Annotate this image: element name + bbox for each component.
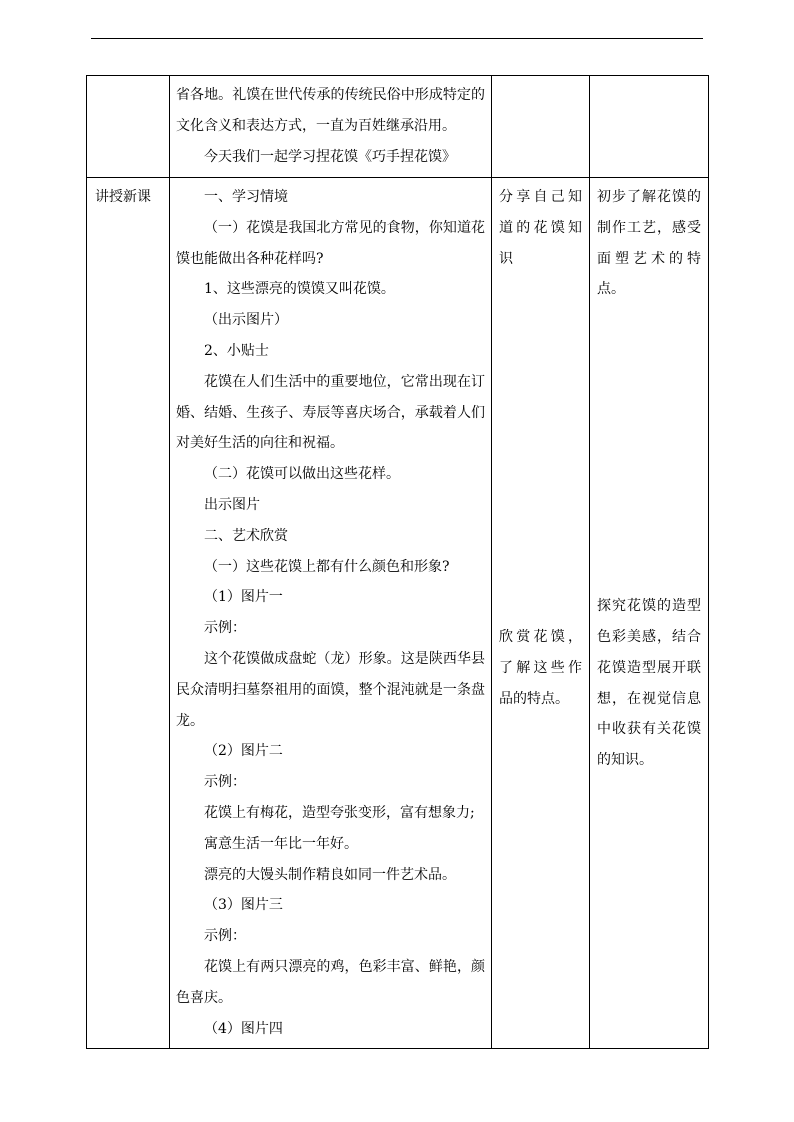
- lesson-paragraph: 这个花馍做成盘蛇（龙）形象。这是陕西华县民众清明扫墓祭祖用的面馍，整个混沌就是一条盘龙。: [176, 650, 485, 729]
- design-intent-spacer: [590, 309, 708, 587]
- section-label-cell: [87, 178, 170, 1049]
- student-activity-spacer: [492, 278, 589, 618]
- lesson-paragraph: 出示图片: [204, 496, 260, 513]
- lesson-paragraph: （一）花馍是我国北方常见的食物，你知道花馍也能做出各种花样吗?: [176, 219, 485, 267]
- lesson-paragraph: （出示图片）: [204, 312, 288, 329]
- lesson-paragraph: 示例：: [204, 620, 246, 637]
- lesson-paragraph: （一）这些花馍上都有什么颜色和形象?: [204, 558, 450, 575]
- lesson-paragraph: （1）图片一: [204, 589, 283, 606]
- lesson-paragraph: 一、学习情境: [204, 189, 288, 205]
- lesson-paragraph: （3）图片三: [204, 897, 283, 914]
- lesson-paragraph: 二、艺术欣赏: [204, 527, 288, 544]
- lesson-content: [170, 178, 491, 1048]
- student-activity-cell: [492, 178, 590, 1049]
- intro-label-cell: [87, 76, 170, 178]
- lesson-paragraph: （4）图片四: [204, 1020, 283, 1037]
- lesson-content-cell: [170, 178, 492, 1049]
- intro-paragraph-1: 省各地。礼馍在世代传承的传统民俗中形成特定的文化含义和表达方式，一直为百姓继承沿用。: [176, 87, 485, 134]
- lesson-plan-table: [86, 75, 709, 1049]
- intro-paragraph-2: 今天我们一起学习捏花馍《巧手捏花馍》: [204, 149, 456, 165]
- intro-intent-cell: [590, 76, 709, 178]
- design-intent-cell: [590, 178, 709, 1049]
- lesson-paragraph: 示例：: [204, 774, 246, 791]
- student-activity-2: 欣赏花馍，了解这些作品的特点。: [499, 629, 582, 707]
- lesson-paragraph: 示例：: [204, 928, 246, 945]
- lesson-paragraph: 2、小贴士: [204, 342, 269, 359]
- table-row-intro: [87, 76, 709, 178]
- lesson-paragraph: 1、这些漂亮的馍馍又叫花馍。: [204, 281, 395, 298]
- design-intent-2: 探究花馍的造型色彩美感，结合花馍造型展开联想，在视觉信息中收获有关花馍的知识。: [597, 598, 701, 769]
- lesson-paragraph: （二）花馍可以做出这些花样。: [204, 466, 400, 483]
- design-intent-1: 初步了解花馍的制作工艺，感受面塑艺术的特点。: [597, 189, 701, 298]
- header-rule: [91, 38, 703, 39]
- lesson-paragraph: 花馍上有两只漂亮的鸡，色彩丰富、鲜艳，颜色喜庆。: [176, 958, 485, 1006]
- table-row-new-lesson: [87, 178, 709, 1049]
- lesson-paragraph: 寓意生活一年比一年好。: [204, 835, 358, 852]
- lesson-paragraph: （2）图片二: [204, 743, 283, 760]
- lesson-paragraph: 花馍上有梅花，造型夸张变形，富有想象力;: [204, 804, 475, 821]
- lesson-paragraph: 花馍在人们生活中的重要地位，它常出现在订婚、结婚、生孩子、寿辰等喜庆场合，承载着人们对美好生活的向往和祝福。: [176, 373, 485, 452]
- intro-student-cell: [492, 76, 590, 178]
- lesson-paragraph: 漂亮的大馒头制作精良如同一件艺术品。: [204, 866, 456, 883]
- section-label: 讲授新课: [95, 189, 151, 205]
- intro-content-cell: [170, 76, 492, 178]
- student-activity-1: 分享自己知道的花馍知识: [499, 189, 582, 267]
